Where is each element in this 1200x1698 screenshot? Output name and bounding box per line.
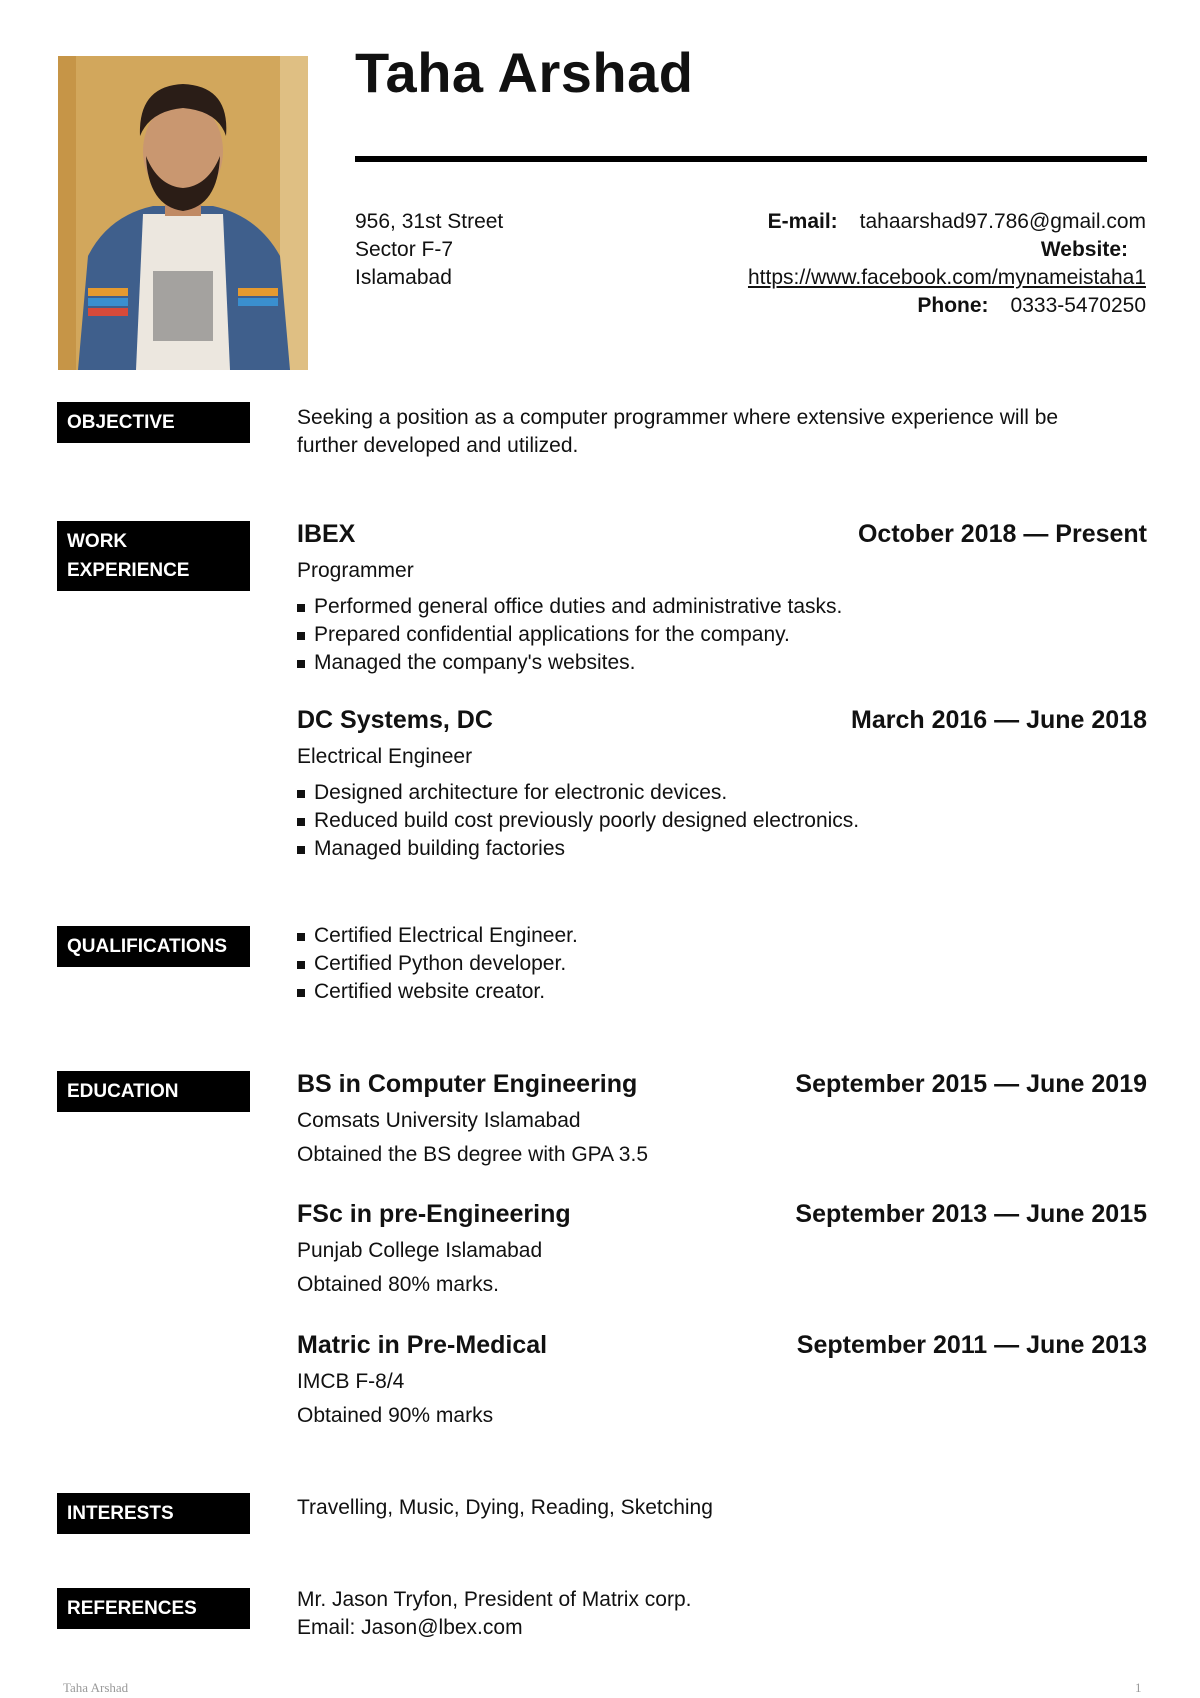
list-item: Prepared confidential applications for the company. (297, 621, 1147, 649)
website-link-row (748, 264, 1146, 292)
address-block (355, 208, 503, 292)
footer-name: Taha Arshad (63, 1680, 129, 1695)
degree-title: BS in Computer Engineering (297, 1070, 638, 1098)
education-entry (297, 1070, 1147, 1167)
job-duties (297, 779, 1147, 863)
list-item: Designed architecture for electronic devices. (297, 779, 1147, 807)
list-item: Certified Python developer. (297, 950, 1147, 978)
job-company: IBEX (297, 520, 356, 548)
degree-title: Matric in Pre-Medical (297, 1331, 548, 1359)
email-row (748, 208, 1146, 236)
page-number: 1 (1135, 1680, 1142, 1695)
address-line: 956, 31st Street (355, 210, 504, 233)
job-dates: March 2016 — June 2018 (851, 706, 1147, 734)
job-entry (297, 520, 1147, 677)
interests-text: Travelling, Music, Dying, Reading, Sketching (297, 1496, 713, 1519)
education-note: Obtained the BS degree with GPA 3.5 (297, 1143, 649, 1166)
objective-heading: OBJECTIVE (57, 402, 250, 443)
work-experience-heading (57, 521, 250, 591)
job-entry (297, 706, 1147, 863)
email-value[interactable]: tahaarshad97.786@gmail.com (859, 210, 1146, 233)
phone-value: 0333-5470250 (1010, 294, 1146, 317)
school-name: IMCB F-8/4 (297, 1370, 405, 1393)
list-item: Reduced build cost previously poorly designed electronics. (297, 807, 1147, 835)
references-block (297, 1586, 1147, 1642)
degree-title: FSc in pre-Engineering (297, 1200, 571, 1228)
list-item: Managed the company's websites. (297, 649, 1147, 677)
qualifications-heading: QUALIFICATIONS (57, 926, 250, 967)
phone-row (748, 292, 1146, 320)
work-heading-line: WORK (67, 531, 128, 552)
job-role: Electrical Engineer (297, 745, 473, 768)
reference-line: Mr. Jason Tryfon, President of Matrix corp. (297, 1588, 692, 1611)
education-entry (297, 1331, 1147, 1428)
education-dates: September 2015 — June 2019 (795, 1070, 1147, 1098)
work-heading-line: EXPERIENCE (67, 560, 190, 581)
qualifications-list (297, 922, 1147, 1006)
email-label: E-mail: (767, 210, 838, 233)
school-name: Punjab College Islamabad (297, 1239, 543, 1262)
website-row (748, 236, 1146, 264)
phone-label: Phone: (917, 294, 989, 317)
contact-block (748, 208, 1146, 320)
education-note: Obtained 80% marks. (297, 1273, 499, 1296)
education-heading: EDUCATION (57, 1071, 250, 1112)
job-role: Programmer (297, 559, 414, 582)
job-duties (297, 593, 1147, 677)
objective-text: Seeking a position as a computer programmer where extensive experience will be further developed and utilized. (297, 406, 1059, 457)
list-item: Managed building factories (297, 835, 1147, 863)
address-line: Islamabad (355, 266, 452, 289)
candidate-name: Taha Arshad (355, 41, 694, 104)
interests-heading: INTERESTS (57, 1493, 250, 1534)
website-label: Website: (1040, 238, 1128, 261)
education-note: Obtained 90% marks (297, 1404, 494, 1427)
job-dates: October 2018 — Present (857, 520, 1147, 548)
header-divider (355, 156, 1147, 162)
list-item: Certified website creator. (297, 978, 1147, 1006)
profile-photo (58, 56, 308, 370)
reference-email: Email: Jason@lbex.com (297, 1616, 523, 1639)
education-entry (297, 1200, 1147, 1297)
education-dates: September 2013 — June 2015 (795, 1200, 1147, 1228)
website-link[interactable]: https://www.facebook.com/mynameistaha1 (747, 266, 1146, 289)
list-item: Certified Electrical Engineer. (297, 922, 1147, 950)
address-line: Sector F-7 (355, 238, 454, 261)
references-heading: REFERENCES (57, 1588, 250, 1629)
education-dates: September 2011 — June 2013 (796, 1331, 1147, 1359)
job-company: DC Systems, DC (297, 706, 493, 734)
school-name: Comsats University Islamabad (297, 1109, 581, 1132)
list-item: Performed general office duties and administrative tasks. (297, 593, 1147, 621)
